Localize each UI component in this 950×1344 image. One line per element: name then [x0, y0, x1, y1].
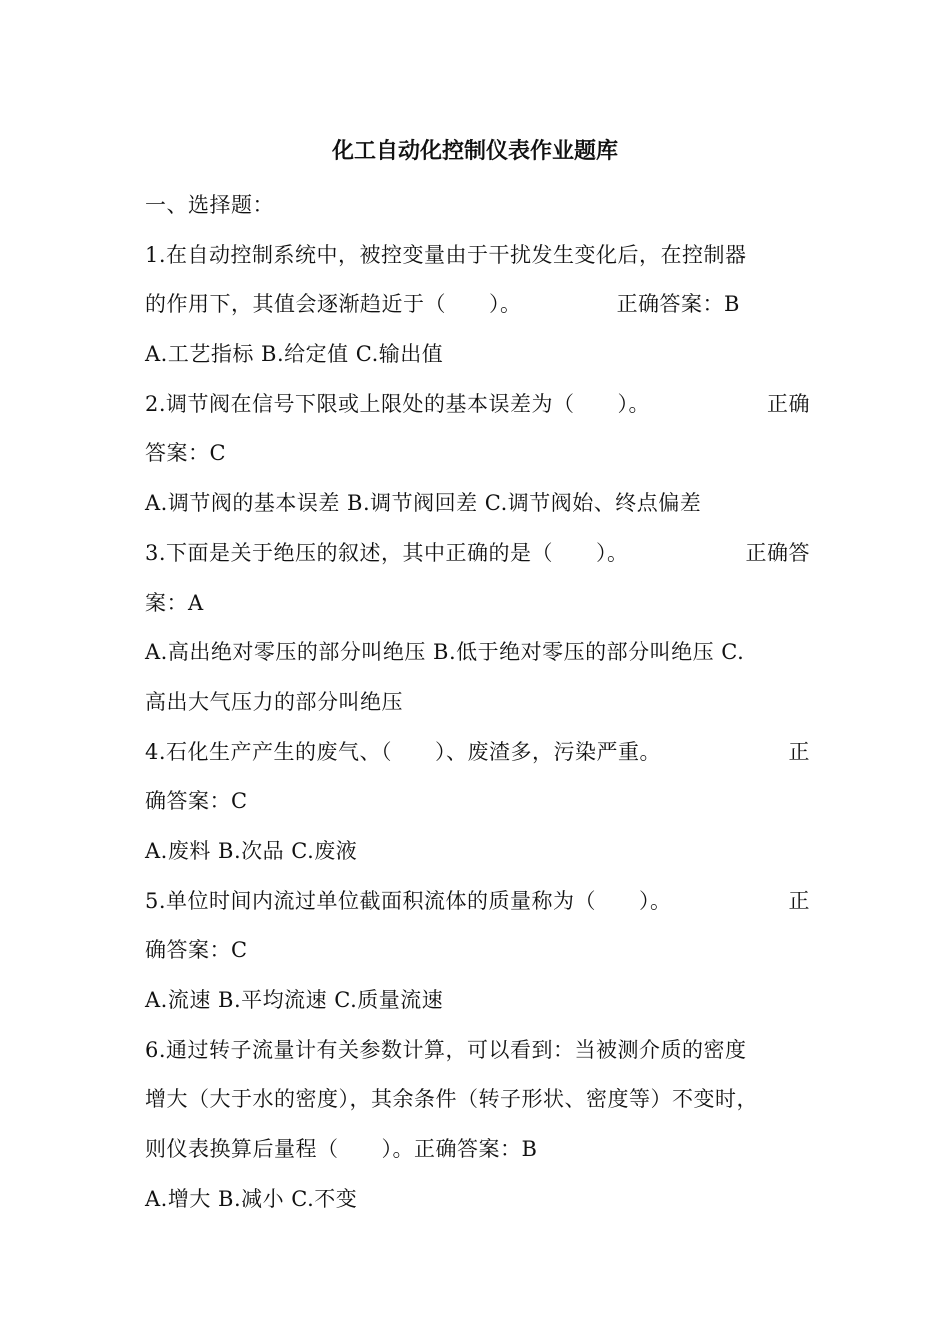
- question-5-answer-start: 正: [788, 888, 810, 913]
- question-5-stem: 5.单位时间内流过单位截面积流体的质量称为（ ）。: [145, 888, 672, 913]
- question-3-answer-start: 正确答: [745, 540, 810, 565]
- question-5-line-1: [145, 877, 810, 927]
- document-title: 化工自动化控制仪表作业题库: [331, 139, 618, 164]
- question-2-line-1: [145, 380, 810, 430]
- question-6-line-3: 则仪表换算后量程（ ）。正确答案：B: [145, 1137, 538, 1162]
- question-3-answer-end: 案：A: [145, 590, 204, 615]
- question-1-answer: 正确答案：B: [616, 292, 740, 317]
- question-3-stem: 3.下面是关于绝压的叙述，其中正确的是（ ）。: [145, 540, 629, 565]
- section-heading: 一、选择题：: [145, 193, 274, 217]
- question-6-options: A.增大 B.减小 C.不变: [145, 1186, 358, 1211]
- question-1-options: A.工艺指标 B.给定值 C.输出值: [145, 342, 444, 367]
- question-4-answer-start: 正: [788, 739, 810, 764]
- question-3-line-1: [145, 529, 810, 579]
- question-5-answer-end: 确答案：C: [145, 938, 248, 963]
- question-1-line-1: 1.在自动控制系统中，被控变量由于干扰发生变化后，在控制器: [145, 242, 747, 267]
- question-6-line-1: 6.通过转子流量计有关参数计算，可以看到：当被测介质的密度: [145, 1037, 747, 1062]
- question-2-answer-start: 正确: [767, 391, 810, 416]
- question-1-line-2: [145, 280, 810, 330]
- question-2-options: A.调节阀的基本误差 B.调节阀回差 C.调节阀始、终点偏差: [145, 491, 702, 516]
- question-5-options: A.流速 B.平均流速 C.质量流速: [145, 988, 444, 1012]
- question-4-stem: 4.石化生产产生的废气、（ ）、废渣多，污染严重。: [145, 739, 662, 764]
- document-body: [145, 181, 810, 1224]
- question-2-answer-end: 答案：C: [145, 441, 227, 466]
- question-4-line-1: [145, 728, 810, 778]
- question-4-answer-end: 确答案：C: [145, 789, 248, 814]
- question-2-stem: 2.调节阀在信号下限或上限处的基本误差为（ ）。: [145, 391, 651, 416]
- question-3-options-line-1: A.高出绝对零压的部分叫绝压 B.低于绝对零压的部分叫绝压 C.: [145, 640, 745, 665]
- question-3-options-line-2: 高出大气压力的部分叫绝压: [145, 689, 403, 714]
- question-4-options: A.废料 B.次品 C.废液: [145, 838, 358, 863]
- question-6-line-2: 增大（大于水的密度），其余条件（转子形状、密度等）不变时，: [145, 1087, 758, 1112]
- question-1-stem-end: 的作用下，其值会逐渐趋近于（ ）。: [145, 292, 522, 317]
